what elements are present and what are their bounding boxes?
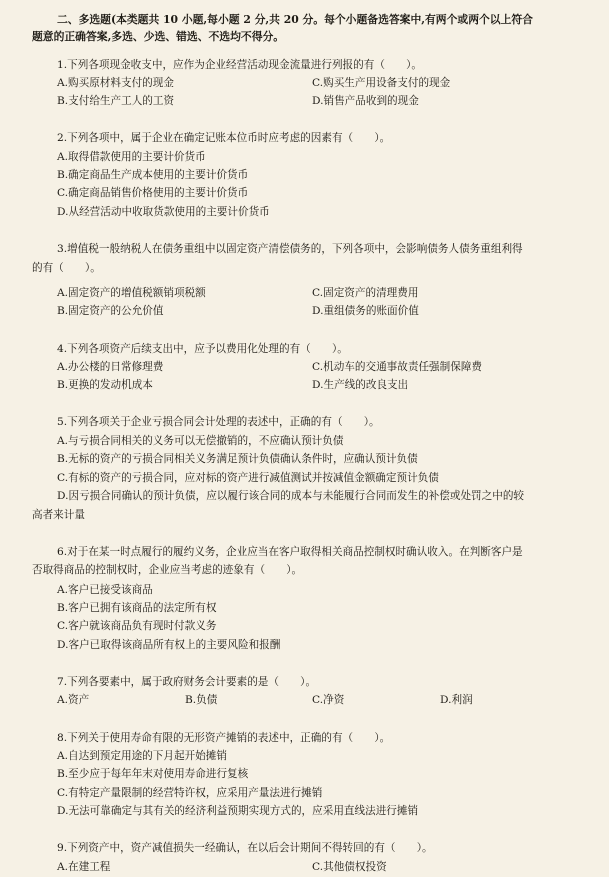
question-4-option-a: A.办公楼的日常修理费 xyxy=(57,361,164,373)
question-9-option-c: C.其他债权投资 xyxy=(312,861,387,873)
question-5-stem: 5.下列各项关于企业亏损合同会计处理的表述中，正确的有（ ）。 xyxy=(57,416,380,428)
question-3-option-d: D.重组债务的账面价值 xyxy=(312,305,419,317)
question-9-option-a: A.在建工程 xyxy=(57,861,111,873)
question-1-option-d: D.销售产品收到的现金 xyxy=(312,95,419,107)
question-7-option-a: A.资产 xyxy=(57,694,90,706)
question-8-option-d: D.无法可靠确定与其有关的经济利益预期实现方式的，应采用直线法进行摊销 xyxy=(57,805,419,817)
question-7-option-c: C.净资 xyxy=(312,694,345,706)
question-4-stem: 4.下列各项资产后续支出中，应予以费用化处理的有（ ）。 xyxy=(57,343,348,355)
question-2-stem: 2.下列各项中，属于企业在确定记账本位币时应考虑的因素有（ ）。 xyxy=(57,132,391,144)
question-6-stem-line-1: 6.对于在某一时点履行的履约义务，企业应当在客户取得相关商品控制权时确认收入。在判断客户是 xyxy=(57,546,523,558)
section-title-line-1: 二、多选题(本类题共 10 小题,每小题 2 分,共 20 分。每个小题备选答案中,有两个或两个以上符合 xyxy=(57,13,533,26)
question-1-option-a: A.购买原材料支付的现金 xyxy=(57,77,174,89)
question-8-option-a: A.自达到预定用途的下月起开始摊销 xyxy=(57,750,227,762)
question-6-stem-line-2: 否取得商品的控制权时，企业应当考虑的迹象有（ ）。 xyxy=(32,564,303,576)
question-3-stem-line-2: 的有（ ）。 xyxy=(32,262,101,274)
question-8-stem: 8.下列关于使用寿命有限的无形资产摊销的表述中，正确的有（ ）。 xyxy=(57,732,391,744)
question-9-stem: 9.下列资产中，资产减值损失一经确认，在以后会计期间不得转回的有（ ）。 xyxy=(57,842,433,854)
question-2-option-c: C.确定商品销售价格使用的主要计价货币 xyxy=(57,187,249,199)
question-1-option-b: B.支付给生产工人的工资 xyxy=(57,95,175,107)
question-6-option-a: A.客户已接受该商品 xyxy=(57,584,153,596)
question-3-stem-line-1: 3.增值税一般纳税人在债务重组中以固定资产清偿债务的，下列各项中，会影响债务人债务重组利得 xyxy=(57,243,523,255)
question-1-option-c: C.购买生产用设备支付的现金 xyxy=(312,77,451,89)
question-1-stem: 1.下列各项现金收支中，应作为企业经营活动现金流量进行列报的有（ ）。 xyxy=(57,59,422,71)
question-8-option-b: B.至少应于每年年末对使用寿命进行复核 xyxy=(57,768,249,780)
question-5-option-b: B.无标的资产的亏损合同相关义务满足预计负债确认条件时，应确认预计负债 xyxy=(57,453,418,465)
question-3-option-a: A.固定资产的增值税额销项税额 xyxy=(57,287,206,299)
question-4-option-c: C.机动车的交通事故责任强制保障费 xyxy=(312,361,483,373)
section-title-line-2: 题意的正确答案,多选、少选、错选、不选均不得分。 xyxy=(32,30,285,43)
question-2-option-b: B.确定商品生产成本使用的主要计价货币 xyxy=(57,169,249,181)
question-4-option-d: D.生产线的改良支出 xyxy=(312,379,409,391)
question-7-option-b: B.负债 xyxy=(185,694,218,706)
question-6-option-b: B.客户已拥有该商品的法定所有权 xyxy=(57,602,217,614)
question-7-stem: 7.下列各要素中，属于政府财务会计要素的是（ ）。 xyxy=(57,676,317,688)
question-2-option-a: A.取得借款使用的主要计价货币 xyxy=(57,151,206,163)
question-3-option-b: B.固定资产的公允价值 xyxy=(57,305,164,317)
question-4-option-b: B.更换的发动机成本 xyxy=(57,379,153,391)
question-5-option-d-line-1: D.因亏损合同确认的预计负债，应以履行该合同的成本与未能履行合同而发生的补偿或处罚之中的较 xyxy=(57,490,525,502)
question-2-option-d: D.从经营活动中收取货款使用的主要计价货币 xyxy=(57,206,270,218)
question-3-option-c: C.固定资产的清理费用 xyxy=(312,287,419,299)
question-5-option-a: A.与亏损合同相关的义务可以无偿撤销的，不应确认预计负债 xyxy=(57,435,344,447)
question-7-option-d: D.利润 xyxy=(440,694,473,706)
question-8-option-c: C.有特定产量限制的经营特许权，应采用产量法进行摊销 xyxy=(57,787,323,799)
question-6-option-c: C.客户就该商品负有现时付款义务 xyxy=(57,620,217,632)
question-5-option-c: C.有标的资产的亏损合同，应对标的资产进行减值测试并按减值金额确定预计负债 xyxy=(57,472,439,484)
question-6-option-d: D.客户已取得该商品所有权上的主要风险和报酬 xyxy=(57,639,281,651)
question-5-option-d-line-2: 高者来计量 xyxy=(32,509,85,521)
